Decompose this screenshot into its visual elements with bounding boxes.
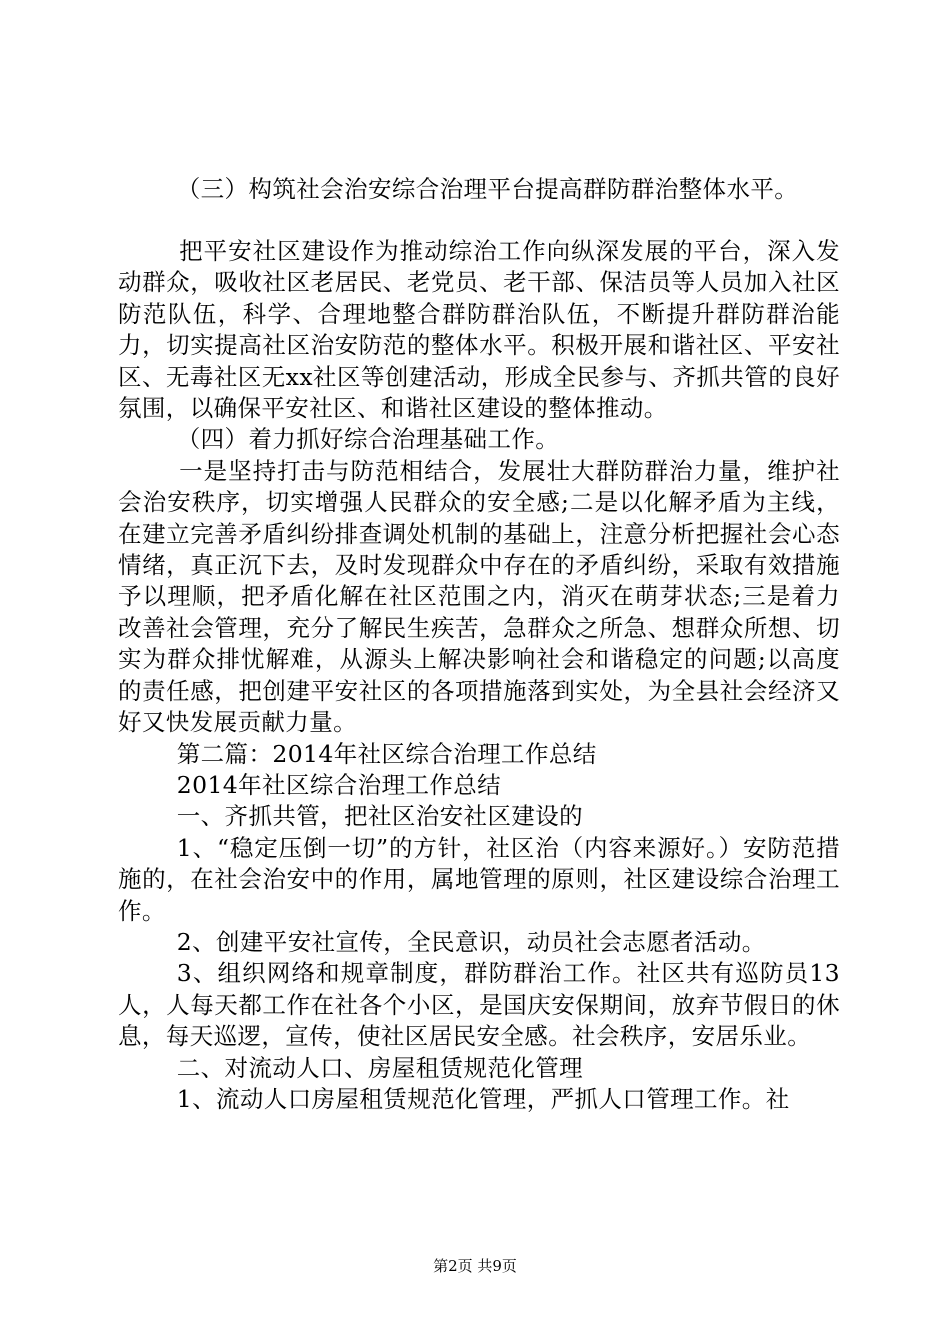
item-one-heading: 一、齐抓共管，把社区治安社区建设的 bbox=[176, 802, 584, 831]
paragraph-platform: 把平安社区建设作为推动综治工作向纵深发展的平台，深入发动群众，吸收社区老居民、老党员、老干部、保洁员等人员加入社区防范队伍，科学、合理地整合群防群治队伍，不断提升群防群治能力，切实提高社区治安防范的整体水平。积极开展和谐社区、平安社区、无毒社区无xx社区等创建活动，形成全民参与、齐抓共管的良好氛围，以确保平安社区、和谐社区建设的整体推动。 bbox=[118, 237, 840, 423]
item-one-point-2: 2、创建平安社宣传，全民意识，动员社会志愿者活动。 bbox=[176, 927, 766, 956]
item-one-point-3: 3、组织网络和规章制度，群防群治工作。社区共有巡防员13人，人每天都工作在社各个小区，是国庆安保期间，放弃节假日的休息，每天巡逻，宣传，使社区居民安全感。社会秩序，安居乐业。 bbox=[118, 959, 840, 1051]
summary-title: 2014年社区综合治理工作总结 bbox=[176, 770, 502, 799]
chapter-two-title: 第二篇：2014年社区综合治理工作总结 bbox=[176, 739, 597, 768]
item-two-heading: 二、对流动人口、房屋租赁规范化管理 bbox=[176, 1053, 584, 1082]
item-one-point-1: 1、“稳定压倒一切”的方针，社区治（内容来源好。）安防范措施的，在社会治安中的作用，属地管理的原则，社区建设综合治理工作。 bbox=[118, 833, 840, 925]
section-heading-three: （三）构筑社会治安综合治理平台提高群防群治整体水平。 bbox=[176, 175, 799, 203]
paragraph-foundation-work: 一是坚持打击与防范相结合，发展壮大群防群治力量，维护社会治安秩序，切实增强人民群众的安全感;二是以化解矛盾为主线，在建立完善矛盾纠纷排查调处机制的基础上，注意分析把握社会心态情绪，真正沉下去，及时发现群众中存在的矛盾纠纷，采取有效措施予以理顺，把矛盾化解在社区范围之内，消灭在萌芽状态;三是着力改善社会管理，充分了解民生疾苦，急群众之所急、想群众所想、切实为群众排忧解难，从源头上解决影响社会和谐稳定的问题;以高度的责任感，把创建平安社区的各项措施落到实处，为全县社会经济又好又快发展贡献力量。 bbox=[118, 456, 840, 737]
section-heading-four: （四）着力抓好综合治理基础工作。 bbox=[176, 425, 560, 454]
page-number-footer: 第2页 共9页 bbox=[433, 1257, 517, 1275]
item-two-point-1: 1、流动人口房屋租赁规范化管理，严抓人口管理工作。社 bbox=[176, 1084, 790, 1113]
document-body bbox=[118, 236, 840, 1115]
